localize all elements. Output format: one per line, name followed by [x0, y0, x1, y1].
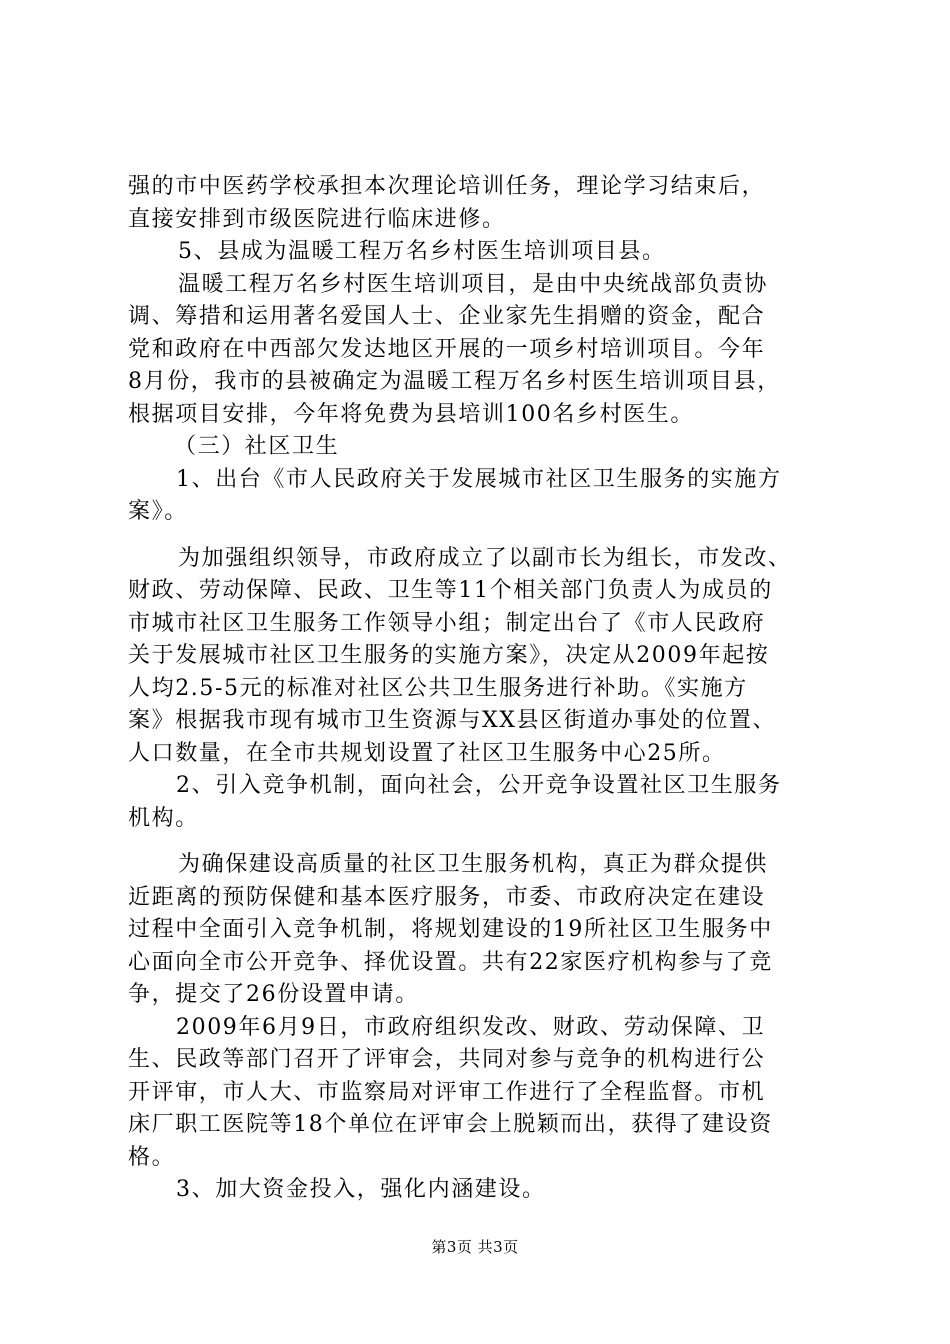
- text-line: 财政、劳动保障、民政、卫生等11个相关部门负责人为成员的: [128, 578, 773, 603]
- text-line: 案》根据我市现有城市卫生资源与XX县区街道办事处的位置、: [128, 708, 777, 733]
- text-line: 根据项目安排，今年将免费为县培训100名乡村医生。: [128, 401, 694, 427]
- text-line: 温暖工程万名乡村医生培训项目，是由中央统战部负责协: [178, 271, 769, 297]
- text-line: 床厂职工医院等18个单位在评审会上脱颖而出，获得了建设资: [128, 1112, 773, 1137]
- section-heading: （三）社区卫生: [174, 434, 340, 459]
- numbered-heading: 3、加大资金投入，强化内涵建设。: [176, 1177, 546, 1202]
- text-line: 近距离的预防保健和基本医疗服务，市委、市政府决定在建设: [128, 884, 766, 910]
- text-line: 为确保建设高质量的社区卫生服务机构，真正为群众提供: [178, 852, 769, 877]
- document-body: [128, 171, 840, 1207]
- text-line: 人口数量，在全市共规划设置了社区卫生服务中心25所。: [128, 740, 726, 766]
- text-line: 人均2.5-5元的标准对社区公共卫生服务进行补助。《实施方: [128, 675, 748, 701]
- text-line: 党和政府在中西部欠发达地区开展的一项乡村培训项目。今年: [128, 336, 766, 362]
- numbered-heading: 1、出台《市人民政府关于发展城市社区卫生服务的实施方: [176, 466, 782, 492]
- text-line: 8月份，我市的县被确定为温暖工程万名乡村医生培训项目县，: [128, 369, 781, 394]
- text-line: 生、民政等部门召开了评审会，共同对参与竞争的机构进行公: [128, 1047, 766, 1072]
- text-line: 直接安排到市级医院进行临床进修。: [128, 206, 506, 232]
- text-line: 过程中全面引入竞争机制，将规划建设的19所社区卫生服务中: [128, 917, 773, 942]
- text-line: 关于发展城市社区卫生服务的实施方案》，决定从2009年起按: [128, 643, 770, 668]
- text-line: 为加强组织领导，市政府成立了以副市长为组长，市发改、: [178, 545, 792, 571]
- numbered-heading: 5、县成为温暖工程万名乡村医生培训项目县。: [178, 239, 666, 264]
- text-line: 心面向全市公开竞争、择优设置。共有22家医疗机构参与了竞: [128, 949, 773, 975]
- text-line: 争，提交了26份设置申请。: [128, 982, 419, 1007]
- text-line: 调、筹措和运用著名爱国人士、企业家先生捐赠的资金，配合: [128, 304, 766, 329]
- text-line: 强的市中医药学校承担本次理论培训任务，理论学习结束后，: [128, 174, 766, 199]
- page-footer: 第3页 共3页: [431, 1238, 519, 1256]
- text-line: 案》。: [128, 499, 188, 524]
- numbered-heading: 2、引入竞争机制，面向社会，公开竞争设置社区卫生服务: [176, 773, 782, 798]
- text-line: 机构。: [128, 805, 199, 831]
- text-line: 格。: [128, 1144, 176, 1170]
- text-line: 2009年6月9日，市政府组织发改、财政、劳动保障、卫: [176, 1014, 766, 1040]
- text-line: 市城市社区卫生服务工作领导小组；制定出台了《市人民政府: [128, 610, 766, 636]
- text-line: 开评审，市人大、市监察局对评审工作进行了全程监督。市机: [128, 1079, 766, 1105]
